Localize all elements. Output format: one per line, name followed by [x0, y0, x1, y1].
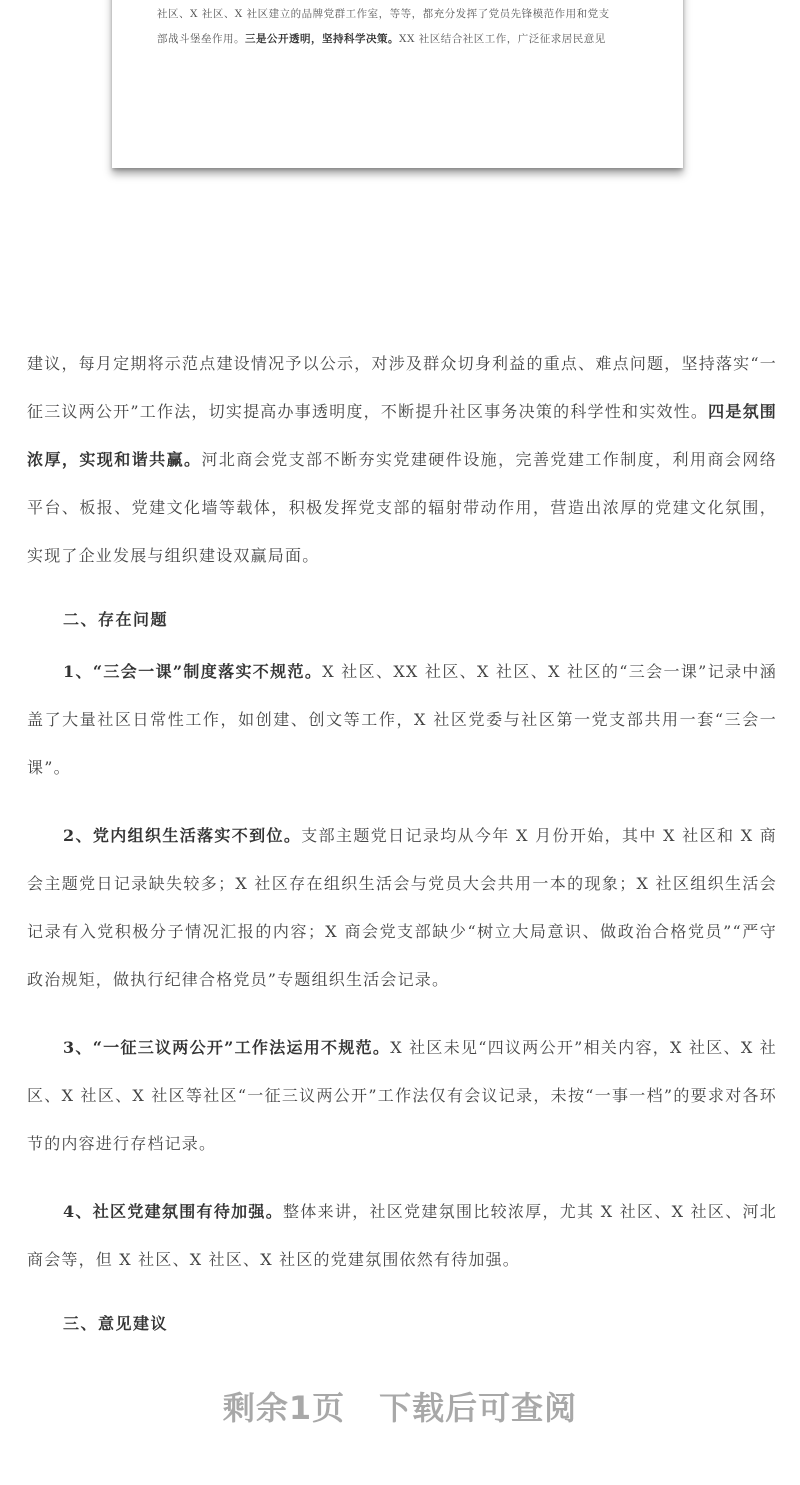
issue-3: 3、“一征三议两公开”工作法运用不规范。X 社区未见“四议两公开”相关内容，X 社区、X 社区、X 社区、X 社区等社区“一征三议两公开”工作法仅有会议记录，未按“一事一档”的要求对各环节的内容进行存档记录。 [27, 1038, 777, 1153]
document-preview-card [112, 0, 683, 168]
paragraph-continuation: 建议，每月定期将示范点建设情况予以公示，对涉及群众切身利益的重点、难点问题，坚持落实“一征三议两公开”工作法，切实提高办事透明度，不断提升社区事务决策的科学性和实效性。四是氛围浓厚，实现和谐共赢。河北商会党支部不断夯实党建硬件设施，完善党建工作制度，利用商会网络平台、板报、党建文化墙等载体，积极发挥党支部的辐射带动作用，营造出浓厚的党建文化氛围，实现了企业发展与组织建设双赢局面。 [27, 354, 777, 565]
preview-text [157, 2, 657, 51]
issue-4: 4、社区党建氛围有待加强。整体来讲，社区党建氛围比较浓厚，尤其 X 社区、X 社区、河北商会等，但 X 社区、X 社区、X 社区的党建氛围依然有待加强。 [27, 1202, 777, 1269]
preview-line-1: 社区、X 社区、X 社区建立的品牌党群工作室，等等，都充分发挥了党员先锋模范作用和党支 [157, 8, 610, 20]
preview-line-2: 部战斗堡垒作用。三是公开透明，坚持科学决策。XX 社区结合社区工作，广泛征求居民意见 [157, 32, 606, 45]
section-heading-problems: 二、存在问题 [63, 610, 169, 629]
remaining-pages-notice[interactable] [0, 1383, 800, 1429]
issue-2: 2、党内组织生活落实不到位。支部主题党日记录均从今年 X 月份开始，其中 X 社区和 X 商会主题党日记录缺失较多；X 社区存在组织生活会与党员大会共用一本的现象；X 社区组织生活会记录有入党积极分子情况汇报的内容；X 商会党支部缺少“树立大局意识、做政治合格党员”“严守政治规矩，做执行纪律合格党员”专题组织生活会记录。 [27, 826, 777, 989]
download-to-view-label: 下载后可查阅 [379, 1389, 578, 1427]
section-heading-suggestions: 三、意见建议 [63, 1314, 169, 1333]
issue-1: 1、“三会一课”制度落实不规范。X 社区、XX 社区、X 社区、X 社区的“三会一课”记录中涵盖了大量社区日常性工作，如创建、创文等工作，X 社区党委与社区第一党支部共用一套“三会一课”。 [27, 662, 777, 777]
document-body [27, 340, 777, 1364]
remaining-pages-label: 剩余1页 [222, 1389, 346, 1427]
